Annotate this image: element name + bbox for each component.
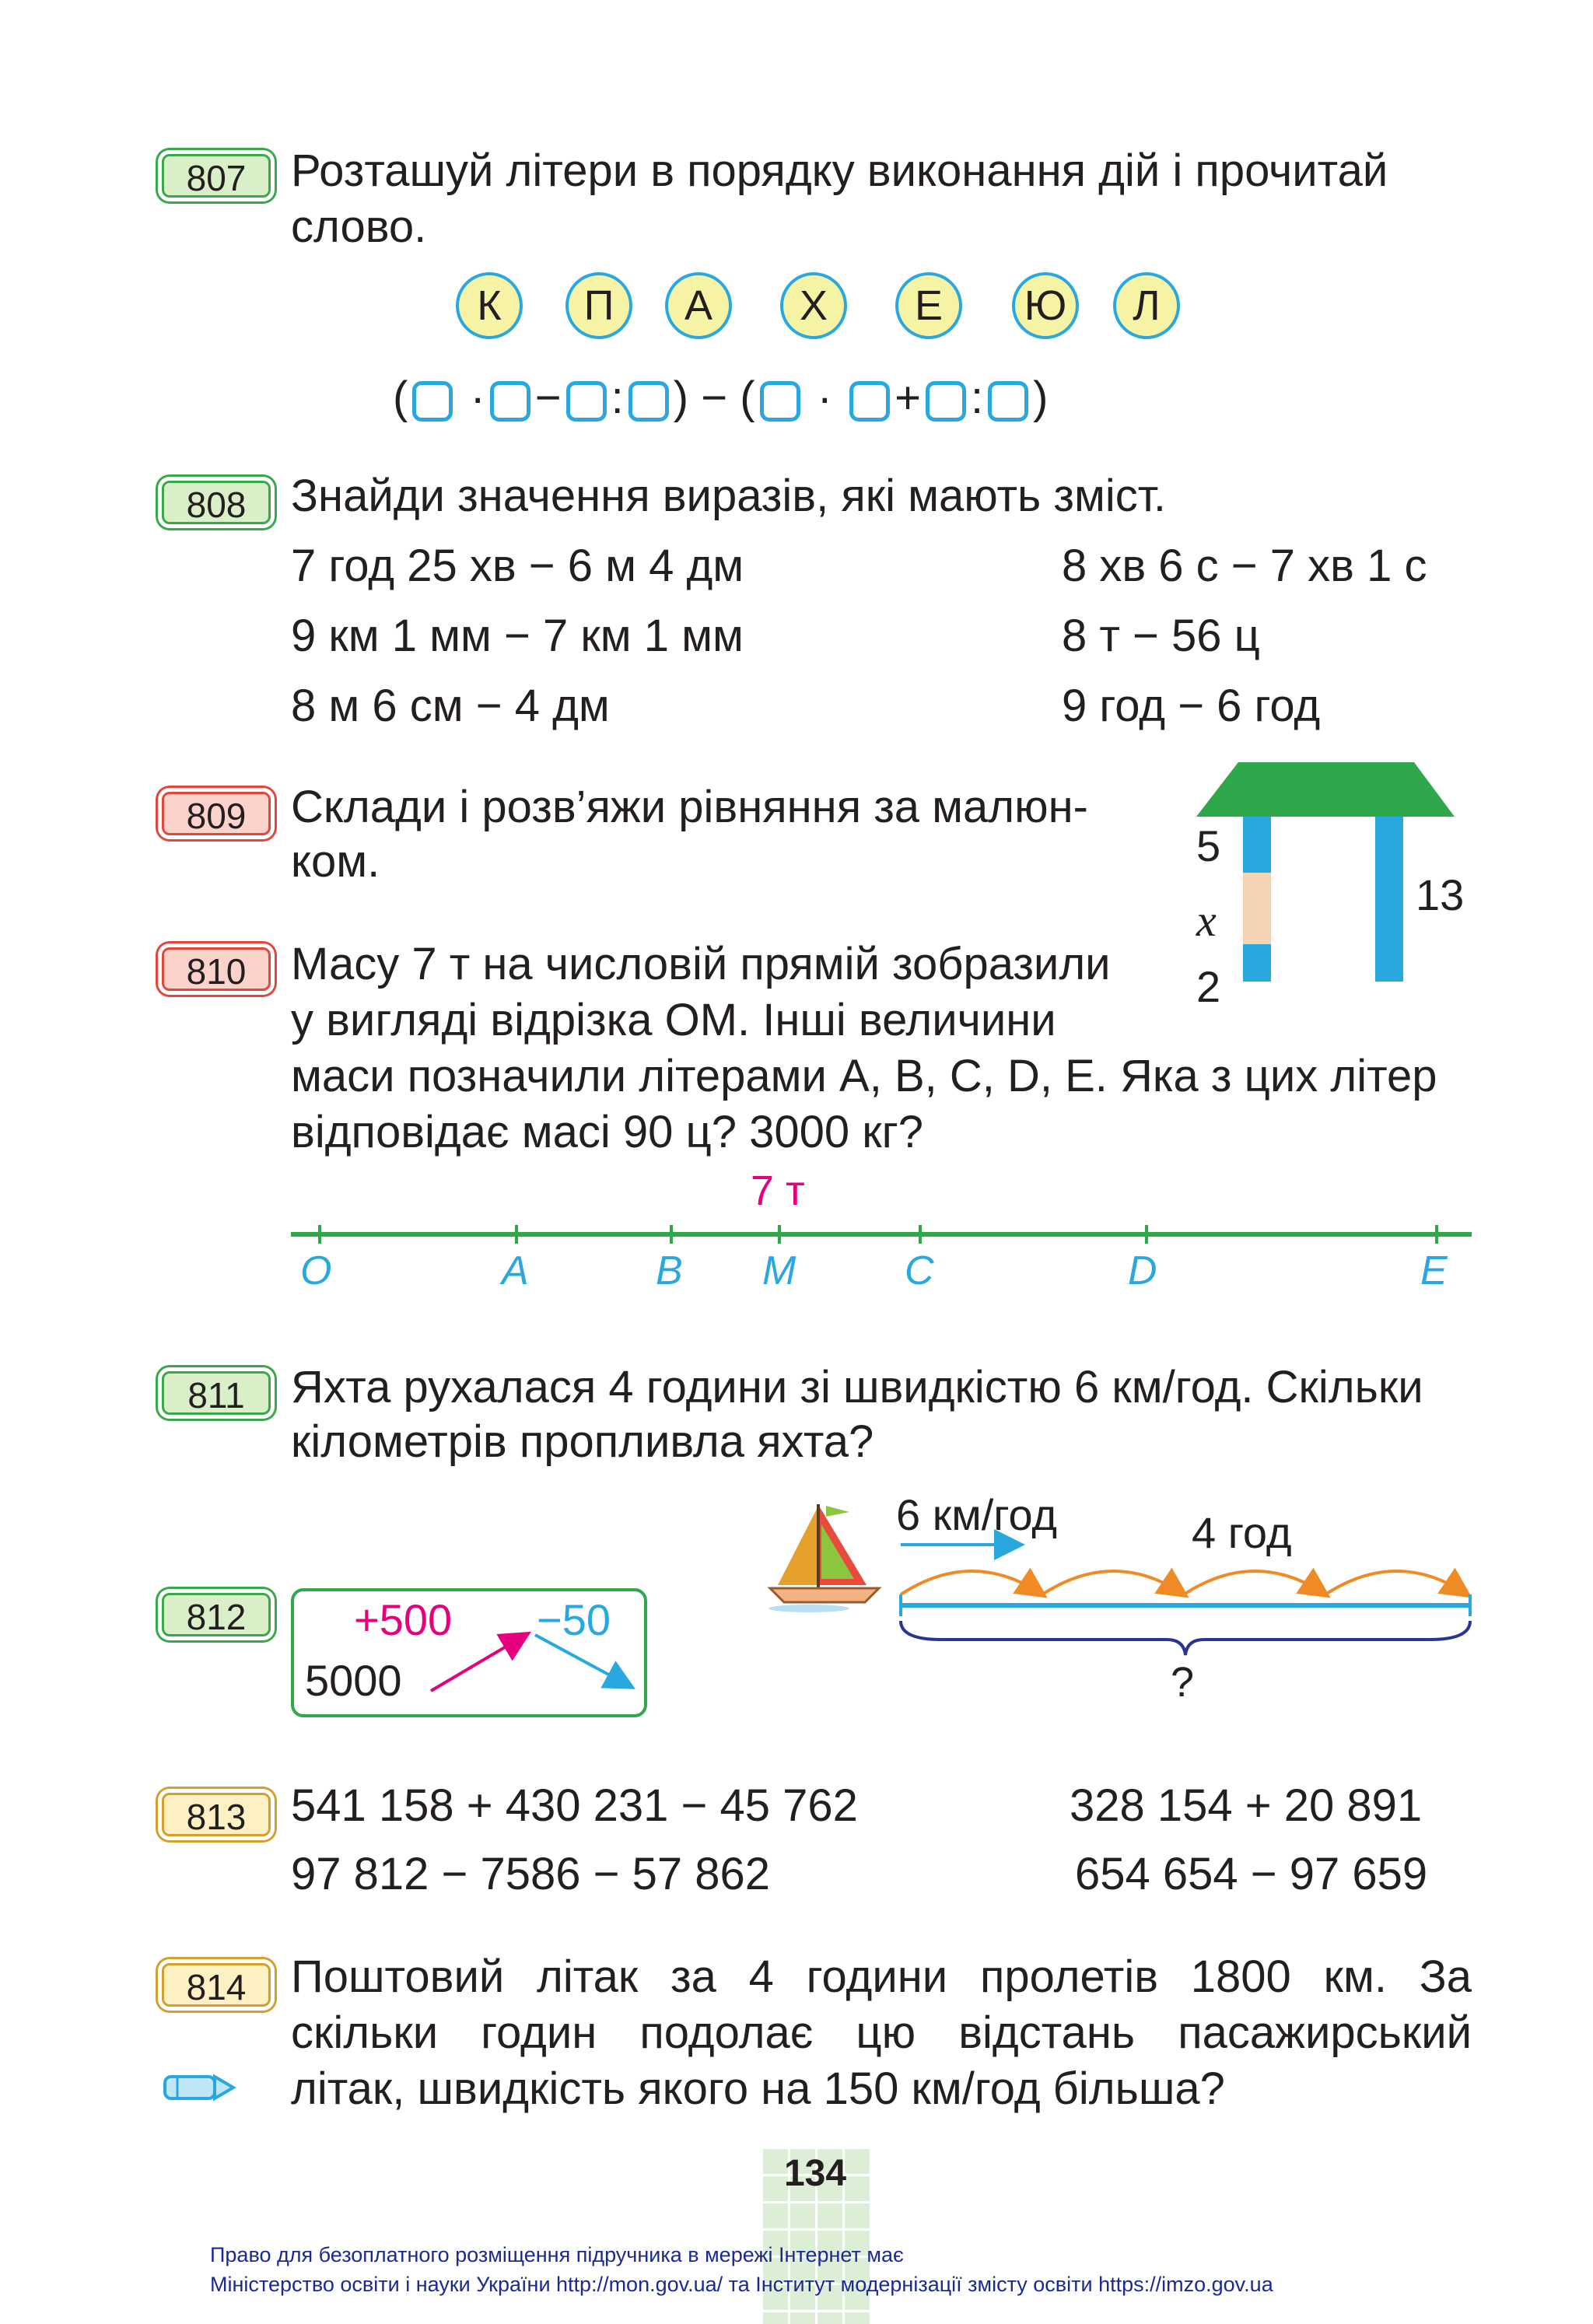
answer-box[interactable] <box>926 381 966 422</box>
paren-close: ) <box>1033 373 1049 423</box>
exercise-810-text-line3: маси позначили літерами A, B, C, D, E. Яка з цих літер <box>291 1051 1437 1101</box>
gate-label-13: 13 <box>1416 870 1465 919</box>
motion-diagram <box>895 1524 1478 1661</box>
yacht-flag <box>826 1506 849 1517</box>
tick-a <box>515 1225 518 1244</box>
footer-rights-line1: Право для безоплатного розміщення підручника в мережі Інтернет має <box>210 2243 904 2266</box>
operator: : <box>611 373 624 423</box>
exercise-number-814: 814 <box>162 1963 271 2007</box>
answer-box[interactable] <box>566 381 607 422</box>
point-label-m: M <box>762 1248 796 1293</box>
tick-o <box>318 1225 321 1244</box>
segment-13 <box>1375 817 1403 982</box>
exercise-814-text-line2: скільки годин подолає цю відстань пасажирський <box>291 2007 1472 2058</box>
point-label-d: D <box>1128 1248 1157 1293</box>
expression-808-right-3: 9 год − 6 год <box>1062 681 1321 731</box>
letter-circle: П <box>565 272 632 339</box>
segment-x <box>1243 873 1271 944</box>
letter-circle: Х <box>780 272 847 339</box>
letter-circle: А <box>665 272 732 339</box>
answer-box[interactable] <box>490 381 530 422</box>
exercise-number-811: 811 <box>162 1371 271 1415</box>
tick-c <box>919 1225 922 1244</box>
expression-808-left-3: 8 м 6 см − 4 дм <box>291 681 610 731</box>
exercise-811-text-line2: кілометрів пропливла яхта? <box>291 1416 874 1467</box>
operator: · <box>470 373 485 423</box>
number-line <box>291 1232 1472 1237</box>
exercise-808-text: Знайди значення виразів, які мають зміст. <box>291 471 1166 521</box>
distance-brace <box>901 1621 1470 1655</box>
yacht-sail-left <box>778 1509 817 1585</box>
exercise-807-text-line1: Розташуй літери в порядку виконання дій і прочитай <box>291 145 1388 196</box>
question-label: ? <box>1171 1659 1195 1706</box>
exercise-number-808: 808 <box>162 481 271 524</box>
pencil-icon <box>160 2070 238 2105</box>
footer-rights-line2: Міністерство освіти і науки України http://mon.gov.ua/ та Інститут модернізації змісту освіти https://imzo.gov.ua <box>210 2273 1273 2296</box>
expression-808-left-1: 7 год 25 хв − 6 м 4 дм <box>291 541 744 591</box>
gate-label-2: 2 <box>1196 962 1221 1011</box>
expression-808-right-2: 8 т − 56 ц <box>1062 611 1260 661</box>
page-number: 134 <box>783 2153 847 2194</box>
letter-circle: К <box>456 272 523 339</box>
paren-middle: ) − ( <box>673 373 755 423</box>
chain-start-value: 5000 <box>305 1656 402 1705</box>
expression-813-left-2: 97 812 − 7586 − 57 862 <box>291 1849 771 1899</box>
exercise-810-text-line2: у вигляді відрізка ОМ. Інші величини <box>291 995 1056 1045</box>
expression-813-right-1: 328 154 + 20 891 <box>1070 1780 1423 1831</box>
number-line-label: 7 т <box>751 1167 805 1214</box>
exercise-814-text-line1: Поштовий літак за 4 години пролетів 1800 км. За <box>291 1951 1472 2002</box>
exercise-809-text-line2: ком. <box>291 836 380 887</box>
exercise-807-text-line2: слово. <box>291 201 427 252</box>
paren-open: ( <box>393 373 408 423</box>
answer-box[interactable] <box>412 381 453 422</box>
expression-813-left-1: 541 158 + 430 231 − 45 762 <box>291 1780 858 1831</box>
gate-label-5: 5 <box>1196 821 1221 870</box>
exercise-number-810: 810 <box>162 947 271 991</box>
chain-op-minus: −50 <box>537 1595 611 1644</box>
segment-2 <box>1243 944 1271 982</box>
expression-808-left-2: 9 км 1 мм − 7 км 1 мм <box>291 611 744 661</box>
letter-circle: Л <box>1113 272 1180 339</box>
tick-m <box>778 1225 781 1244</box>
letter-circle: Е <box>895 272 962 339</box>
exercise-number-813: 813 <box>162 1793 271 1836</box>
point-label-e: E <box>1420 1248 1448 1293</box>
operator: − <box>534 373 562 423</box>
hour-arc <box>1184 1571 1325 1594</box>
motion-diagram-svg <box>895 1524 1478 1661</box>
point-label-a: A <box>502 1248 529 1293</box>
exercise-811-text-line1: Яхта рухалася 4 години зі швидкістю 6 км/год. Скільки <box>291 1362 1423 1412</box>
expression-808-right-1: 8 хв 6 с − 7 хв 1 с <box>1062 541 1427 591</box>
answer-box[interactable] <box>849 381 890 422</box>
expression-813-right-2: 654 654 − 97 659 <box>1075 1849 1428 1899</box>
tick-b <box>670 1225 673 1244</box>
exercise-810-text-line1: Масу 7 т на числовій прямій зобразили <box>291 939 1111 989</box>
exercise-number-812: 812 <box>162 1593 271 1636</box>
point-label-c: C <box>905 1248 934 1293</box>
operator: : <box>970 373 984 423</box>
chain-op-plus: +500 <box>354 1595 453 1644</box>
exercise-809-text-line1: Склади і розв’яжи рівняння за малюн- <box>291 782 1088 832</box>
yacht-hull <box>770 1588 879 1602</box>
answer-box[interactable] <box>988 381 1028 422</box>
speed-label: 6 км/год <box>896 1490 1058 1539</box>
hour-arc <box>1325 1571 1467 1594</box>
point-label-o: O <box>300 1248 332 1293</box>
hour-arc <box>1042 1571 1184 1594</box>
exercise-number-807: 807 <box>162 154 271 198</box>
yacht-illustration <box>762 1501 895 1618</box>
time-label: 4 год <box>1192 1508 1292 1557</box>
point-label-b: B <box>656 1248 683 1293</box>
tick-e <box>1435 1225 1438 1244</box>
exercise-814-text-line3: літак, швидкість якого на 150 км/год більша? <box>291 2063 1225 2114</box>
answer-box[interactable] <box>760 381 800 422</box>
gate-roof <box>1196 762 1455 817</box>
operator: + <box>895 373 921 423</box>
tick-d <box>1145 1225 1148 1244</box>
segment-5 <box>1243 817 1271 873</box>
letter-circle: Ю <box>1012 272 1079 339</box>
yacht-svg <box>762 1501 895 1618</box>
exercise-810-text-line4: відповідає масі 90 ц? 3000 кг? <box>291 1107 923 1157</box>
operator: · <box>817 373 832 423</box>
answer-box[interactable] <box>628 381 669 422</box>
hour-arc <box>901 1571 1042 1594</box>
order-expression <box>393 370 1048 426</box>
gate-label-x: x <box>1196 895 1217 946</box>
exercise-number-809: 809 <box>162 792 271 835</box>
